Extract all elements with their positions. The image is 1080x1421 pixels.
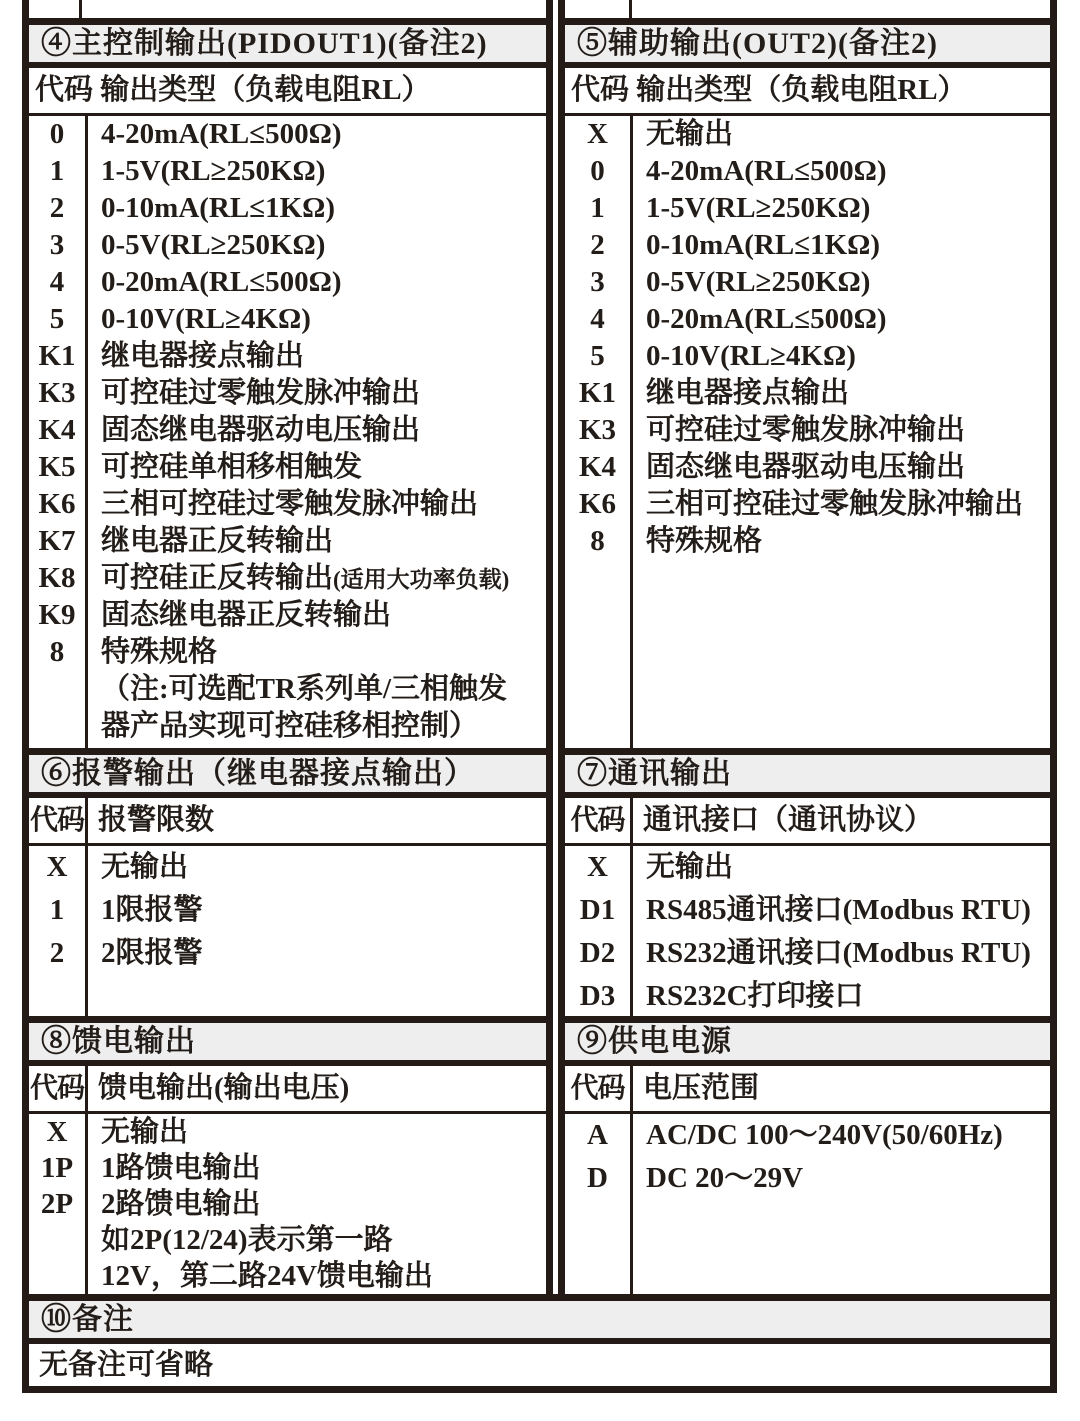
section-title: ⑦通讯输出 bbox=[565, 755, 1050, 798]
table-row bbox=[29, 264, 546, 301]
code-list bbox=[29, 116, 546, 748]
table-row bbox=[565, 523, 1050, 560]
row-description: RS485通讯接口(Modbus RTU) bbox=[646, 894, 1031, 926]
row-code: 5 bbox=[49, 303, 65, 335]
row-code: A bbox=[587, 1119, 608, 1151]
row-description: 可控硅过零触发脉冲输出 bbox=[101, 377, 421, 409]
table-row bbox=[29, 1186, 546, 1222]
block-feed-power bbox=[22, 1016, 1057, 1301]
row-code: 1 bbox=[49, 155, 65, 187]
row-description: 固态继电器驱动电压输出 bbox=[646, 451, 966, 483]
table-row bbox=[29, 1258, 546, 1294]
row-code: 0 bbox=[590, 155, 605, 187]
row-description: 器产品实现可控硅移相控制） bbox=[101, 710, 479, 742]
row-description: 1路馈电输出 bbox=[101, 1152, 261, 1184]
row-code: K7 bbox=[38, 525, 76, 557]
row-code: 8 bbox=[49, 636, 65, 668]
row-description: 0-5V(RL≥250KΩ) bbox=[646, 266, 871, 298]
section-power-supply bbox=[558, 1016, 1057, 1301]
column-header bbox=[565, 1066, 1050, 1114]
table-row bbox=[29, 1222, 546, 1258]
table-row bbox=[29, 597, 546, 634]
row-description: 0-5V(RL≥250KΩ) bbox=[101, 229, 326, 261]
fragment-rule bbox=[1050, 0, 1057, 18]
table-row bbox=[29, 227, 546, 264]
row-description: RS232通讯接口(Modbus RTU) bbox=[646, 937, 1031, 969]
table-row bbox=[29, 449, 546, 486]
row-description: 2路馈电输出 bbox=[101, 1188, 261, 1220]
code-list bbox=[565, 846, 1050, 1016]
table-row bbox=[565, 338, 1050, 375]
row-code bbox=[29, 708, 85, 745]
row-code: X bbox=[587, 118, 608, 150]
table-row bbox=[29, 375, 546, 412]
row-description: 特殊规格 bbox=[646, 525, 763, 557]
section-main-control-output bbox=[22, 18, 553, 755]
table-row bbox=[565, 153, 1050, 190]
table-row bbox=[565, 375, 1050, 412]
table-row bbox=[29, 301, 546, 338]
row-description: 继电器接点输出 bbox=[646, 377, 850, 409]
header-code-label: 代码 bbox=[565, 1066, 633, 1111]
section-feed-power-output bbox=[22, 1016, 553, 1301]
column-header bbox=[29, 798, 546, 846]
row-code bbox=[29, 1222, 85, 1258]
fragment-rule bbox=[629, 0, 632, 18]
header-desc-label: 报警限数 bbox=[98, 804, 215, 836]
row-code: K4 bbox=[38, 414, 76, 446]
row-code: X bbox=[46, 1116, 68, 1148]
table-row bbox=[565, 412, 1050, 449]
row-code: X bbox=[46, 851, 68, 883]
column-header bbox=[29, 1066, 546, 1114]
row-description: 0-10mA(RL≤1KΩ) bbox=[101, 192, 336, 224]
row-code: 0 bbox=[49, 118, 65, 150]
row-description: 4-20mA(RL≤500Ω) bbox=[646, 155, 887, 187]
header-desc-label: 通讯接口（通讯协议） bbox=[643, 804, 934, 836]
row-description: 继电器接点输出 bbox=[101, 340, 305, 372]
section-title: ⑤辅助输出(OUT2)(备注2) bbox=[565, 25, 1050, 68]
table-row bbox=[565, 301, 1050, 338]
row-code: K1 bbox=[38, 340, 76, 372]
row-description: 可控硅过零触发脉冲输出 bbox=[646, 414, 966, 446]
remark-text: 无备注可省略 bbox=[39, 1349, 214, 1381]
ordering-table bbox=[22, 18, 1057, 1393]
section-aux-output bbox=[558, 18, 1057, 755]
row-description: 如2P(12/24)表示第一路 bbox=[101, 1224, 393, 1256]
row-code: D1 bbox=[579, 894, 616, 926]
section-title: ⑥报警输出（继电器接点输出） bbox=[29, 755, 546, 798]
row-code: 1 bbox=[590, 192, 605, 224]
header-code-label: 代码 bbox=[565, 798, 633, 843]
code-list bbox=[565, 116, 1050, 748]
table-row bbox=[565, 1157, 1050, 1200]
row-description: 1-5V(RL≥250KΩ) bbox=[101, 155, 326, 187]
table-row bbox=[565, 264, 1050, 301]
table-row bbox=[565, 116, 1050, 153]
row-code: 1P bbox=[40, 1152, 74, 1184]
table-row bbox=[29, 846, 546, 889]
row-description: 4-20mA(RL≤500Ω) bbox=[101, 118, 342, 150]
row-code: K3 bbox=[38, 377, 76, 409]
section-alarm-output bbox=[22, 748, 553, 1023]
row-description: 0-20mA(RL≤500Ω) bbox=[101, 266, 342, 298]
section-comm-output bbox=[558, 748, 1057, 1023]
column-header: 代码 输出类型（负载电阻RL） bbox=[29, 68, 546, 116]
row-code: 3 bbox=[49, 229, 65, 261]
row-description: 无输出 bbox=[646, 118, 734, 150]
row-description: 0-20mA(RL≤500Ω) bbox=[646, 303, 887, 335]
row-description: 固态继电器驱动电压输出 bbox=[101, 414, 421, 446]
table-row bbox=[565, 190, 1050, 227]
row-description: 无输出 bbox=[101, 1116, 189, 1148]
header-code-label: 代码 bbox=[29, 798, 88, 843]
table-row bbox=[565, 449, 1050, 486]
row-description: 可控硅单相移相触发 bbox=[101, 451, 363, 483]
row-description: DC 20～29V bbox=[646, 1162, 804, 1194]
row-code: K3 bbox=[578, 414, 617, 446]
row-code: K8 bbox=[38, 562, 76, 594]
section-title: ⑧馈电输出 bbox=[29, 1023, 546, 1066]
row-code: K6 bbox=[38, 488, 76, 520]
row-code: 1 bbox=[49, 894, 65, 926]
row-description: 1-5V(RL≥250KΩ) bbox=[646, 192, 871, 224]
table-row bbox=[29, 889, 546, 932]
table-row bbox=[565, 889, 1050, 932]
row-description: 无输出 bbox=[101, 851, 189, 883]
row-code: 3 bbox=[590, 266, 605, 298]
row-code bbox=[29, 671, 85, 708]
row-description: 0-10V(RL≥4KΩ) bbox=[646, 340, 856, 372]
fragment-rule bbox=[558, 0, 565, 18]
table-row bbox=[565, 975, 1050, 1016]
row-description: 可控硅正反转输出(适用大功率负载) bbox=[101, 562, 510, 594]
table-row bbox=[29, 1150, 546, 1186]
row-code: D3 bbox=[579, 980, 616, 1012]
row-code: K6 bbox=[578, 488, 617, 520]
fragment-rule bbox=[79, 0, 82, 18]
row-description: 12V，第二路24V馈电输出 bbox=[101, 1260, 433, 1292]
row-code: D2 bbox=[579, 937, 616, 969]
block-remark bbox=[22, 1294, 1057, 1393]
table-row bbox=[565, 227, 1050, 264]
table-row bbox=[29, 671, 546, 708]
row-code: X bbox=[587, 851, 608, 883]
row-code bbox=[29, 1258, 85, 1294]
block-outputs bbox=[22, 18, 1057, 755]
table-row bbox=[565, 1114, 1050, 1157]
table-row bbox=[565, 486, 1050, 523]
row-code: K4 bbox=[578, 451, 617, 483]
table-row bbox=[29, 560, 546, 597]
row-description: 0-10V(RL≥4KΩ) bbox=[101, 303, 311, 335]
row-description: AC/DC 100～240V(50/60Hz) bbox=[646, 1119, 1003, 1151]
row-code: 2P bbox=[40, 1188, 74, 1220]
row-code: K9 bbox=[38, 599, 76, 631]
row-code: 8 bbox=[590, 525, 605, 557]
row-code: 5 bbox=[590, 340, 605, 372]
row-description: 固态继电器正反转输出 bbox=[101, 599, 392, 631]
table-fragment-top bbox=[0, 0, 1080, 18]
header-desc-label: 电压范围 bbox=[643, 1072, 760, 1104]
row-code: 2 bbox=[590, 229, 605, 261]
row-code: 2 bbox=[49, 937, 65, 969]
row-code: 2 bbox=[49, 192, 65, 224]
table-row bbox=[29, 412, 546, 449]
table-row bbox=[29, 486, 546, 523]
table-row bbox=[29, 116, 546, 153]
row-code: D bbox=[587, 1162, 608, 1194]
header-code-label: 代码 bbox=[29, 1066, 88, 1111]
row-description-note: (适用大功率负载) bbox=[333, 567, 510, 592]
fragment-rule bbox=[22, 0, 29, 18]
code-list bbox=[565, 1114, 1050, 1294]
table-row bbox=[29, 708, 546, 745]
table-row bbox=[565, 846, 1050, 889]
section-title: ⑩备注 bbox=[29, 1301, 1050, 1344]
row-description: 继电器正反转输出 bbox=[101, 525, 334, 557]
table-row bbox=[29, 190, 546, 227]
row-code: K5 bbox=[38, 451, 76, 483]
table-row bbox=[29, 634, 546, 671]
row-code: K1 bbox=[578, 377, 617, 409]
table-row bbox=[565, 932, 1050, 975]
table-row bbox=[29, 1114, 546, 1150]
section-title: ⑨供电电源 bbox=[565, 1023, 1050, 1066]
header-desc-label: 馈电输出(输出电压) bbox=[98, 1072, 350, 1104]
table-row bbox=[29, 153, 546, 190]
column-header: 代码 输出类型（负载电阻RL） bbox=[565, 68, 1050, 116]
table-row bbox=[29, 338, 546, 375]
row-description: 特殊规格 bbox=[101, 636, 218, 668]
row-description: 三相可控硅过零触发脉冲输出 bbox=[646, 488, 1024, 520]
column-header bbox=[565, 798, 1050, 846]
row-description: 0-10mA(RL≤1KΩ) bbox=[646, 229, 881, 261]
table-row bbox=[29, 932, 546, 975]
row-code: 4 bbox=[49, 266, 65, 298]
block-alarm-comm bbox=[22, 748, 1057, 1023]
fragment-rule bbox=[546, 0, 553, 18]
row-description: 2限报警 bbox=[101, 937, 203, 969]
row-description: 三相可控硅过零触发脉冲输出 bbox=[101, 488, 479, 520]
code-list bbox=[29, 846, 546, 1016]
section-title: ④主控制输出(PIDOUT1)(备注2) bbox=[29, 25, 546, 68]
row-description: RS232C打印接口 bbox=[646, 980, 864, 1012]
table-row bbox=[29, 523, 546, 560]
row-description: 无输出 bbox=[646, 851, 734, 883]
row-description: 1限报警 bbox=[101, 894, 203, 926]
row-code: 4 bbox=[590, 303, 605, 335]
section-remark bbox=[22, 1294, 1057, 1393]
code-list bbox=[29, 1114, 546, 1294]
row-description: （注:可选配TR系列单/三相触发 bbox=[101, 673, 508, 705]
